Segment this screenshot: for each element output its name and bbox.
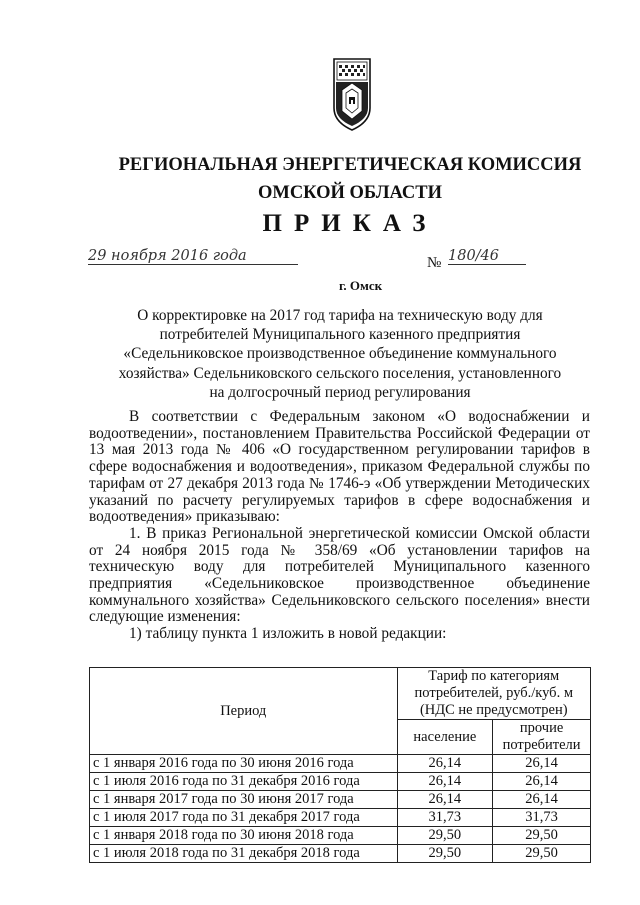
table-row	[90, 809, 591, 827]
tariff-table	[89, 667, 591, 863]
other-cell: 29,50	[493, 845, 591, 863]
point-1-paragraph: 1. В приказ Региональной энергетической комиссии Омской области от 24 ноября 2015 года № 358/69 «Об установлении тарифов на техническую воду для потребителей Муниципального казенного предприятия «Седельниковское производственное объединение коммунального хозяйства» Седельниковского сельского поселения» внести следующие изменения:	[89, 524, 590, 626]
period-cell: с 1 января 2016 года по 30 июня 2016 года	[90, 755, 398, 773]
handwritten-date: 29 ноября 2016 года	[88, 248, 298, 265]
other-cell: 31,73	[493, 809, 591, 827]
subpoint-1-paragraph: 1) таблицу пункта 1 изложить в новой редакции:	[129, 625, 447, 643]
handwritten-number: 180/46	[448, 248, 526, 265]
tariff-header: Тариф по категориям потребителей, руб./куб. м (НДС не предусмотрен)	[397, 668, 590, 720]
period-cell: с 1 января 2017 года по 30 июня 2017 года	[90, 791, 398, 809]
table-row	[90, 755, 591, 773]
table-row	[90, 845, 591, 863]
population-header: население	[397, 720, 493, 755]
other-cell: 26,14	[493, 791, 591, 809]
number-label: №	[427, 255, 442, 271]
period-header: Период	[90, 668, 398, 755]
period-cell: с 1 июля 2017 года по 31 декабря 2017 года	[90, 809, 398, 827]
subject-line: потребителей Муниципального казенного предприятия	[159, 326, 521, 344]
preamble-paragraph: В соответствии с Федеральным законом «О водоснабжении и водоотведении», постановлением Правительства Российской Федерации от 13 мая 2013 года № 406 «О государственном регулировании тарифов в сфере водоснабжения и водоотведения», приказом Федеральной службы по тарифам от 27 декабря 2013 года № 1746-э «Об утверждении Методических указаний по расчету регулируемых тарифов в сфере водоснабжения и водоотведения» приказываю:	[89, 408, 590, 526]
period-cell: с 1 июля 2016 года по 31 декабря 2016 года	[90, 773, 398, 791]
city-label: г. Омск	[339, 278, 383, 293]
period-cell: с 1 июля 2018 года по 31 декабря 2018 года	[90, 845, 398, 863]
subject-line: на долгосрочный период регулирования	[209, 383, 471, 401]
subject-line: О корректировке на 2017 год тарифа на техническую воду для	[137, 307, 543, 324]
period-cell: с 1 января 2018 года по 30 июня 2018 года	[90, 827, 398, 845]
table-row	[90, 773, 591, 791]
population-cell: 26,14	[397, 755, 493, 773]
other-consumers-header: прочие потребители	[493, 720, 591, 755]
org-line-1: РЕГИОНАЛЬНАЯ ЭНЕРГЕТИЧЕСКАЯ КОМИССИЯ	[118, 155, 582, 175]
subject-line: «Седельниковское производственное объединение коммунального	[123, 345, 557, 363]
other-cell: 26,14	[493, 755, 591, 773]
table-row	[90, 827, 591, 845]
population-cell: 26,14	[397, 773, 493, 791]
coat-of-arms-icon	[331, 56, 373, 133]
other-cell: 29,50	[493, 827, 591, 845]
population-cell: 31,73	[397, 809, 493, 827]
order-subject	[95, 306, 585, 402]
population-cell: 26,14	[397, 791, 493, 809]
population-cell: 29,50	[397, 827, 493, 845]
order-body	[89, 409, 590, 643]
org-line-2: ОМСКОЙ ОБЛАСТИ	[257, 183, 443, 203]
subject-line: хозяйства» Седельниковского сельского поселения, установленного	[118, 364, 562, 382]
organization-name	[60, 151, 640, 207]
document-type: ПРИКАЗ	[262, 210, 438, 237]
other-cell: 26,14	[493, 773, 591, 791]
table-row	[90, 791, 591, 809]
population-cell: 29,50	[397, 845, 493, 863]
